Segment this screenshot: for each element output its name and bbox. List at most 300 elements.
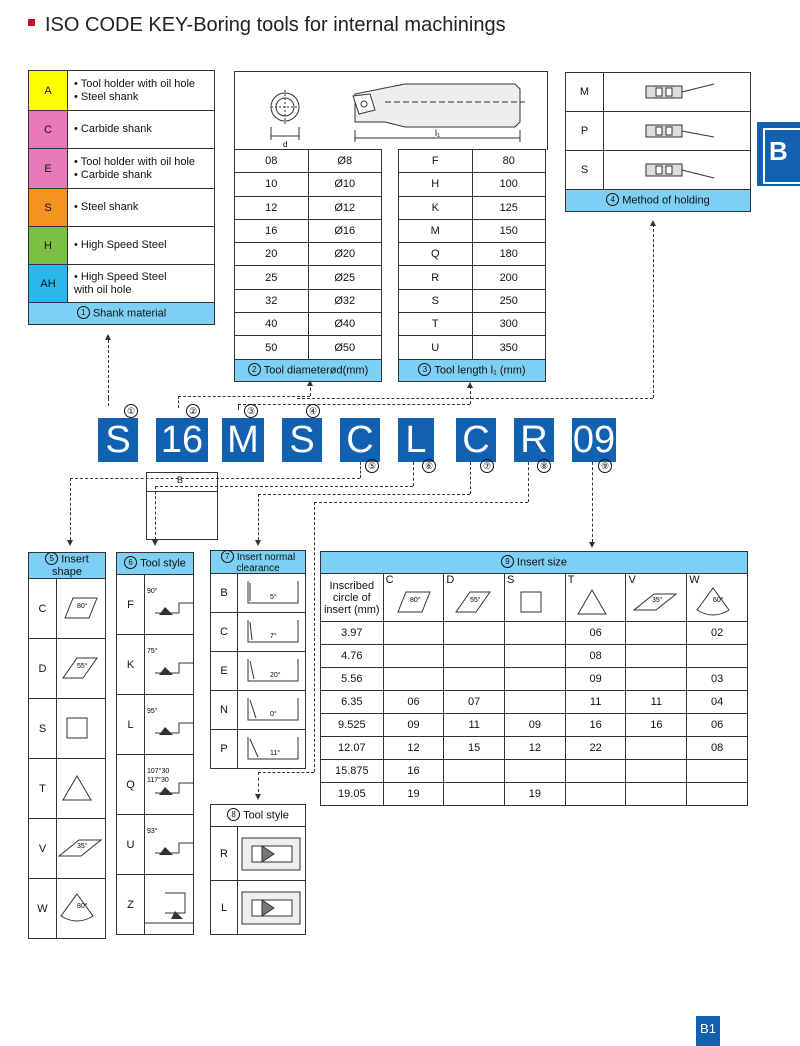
insert-size-code: 06 bbox=[687, 714, 748, 737]
tool-style-z-icon bbox=[145, 883, 193, 927]
insert-size-code: 19 bbox=[505, 783, 566, 806]
insert-size-code bbox=[565, 783, 626, 806]
page-number: B1 bbox=[696, 1016, 720, 1046]
shank-desc bbox=[68, 71, 215, 111]
insert-size-code: 12 bbox=[505, 737, 566, 760]
diameter-value: Ø32 bbox=[308, 289, 382, 312]
length-code: M bbox=[399, 219, 473, 242]
insert-size-code: 19 bbox=[383, 783, 444, 806]
code-index-1: ① bbox=[124, 404, 138, 418]
insert-size-code bbox=[626, 783, 687, 806]
insert-s-icon bbox=[57, 712, 105, 746]
shank-desc bbox=[68, 265, 215, 303]
hand-style-figure bbox=[238, 827, 306, 881]
shank-row bbox=[29, 265, 215, 303]
insert-size-code bbox=[383, 645, 444, 668]
length-code: F bbox=[399, 150, 473, 173]
length-row bbox=[399, 266, 546, 289]
shank-desc-line: with oil hole bbox=[74, 283, 132, 296]
tool-style-k-icon bbox=[145, 643, 193, 687]
insert-size-table bbox=[320, 551, 748, 806]
hand-style-row bbox=[211, 881, 306, 935]
length-row bbox=[399, 173, 546, 196]
diameter-row bbox=[235, 173, 382, 196]
svg-text:11°: 11° bbox=[270, 750, 281, 757]
inscribed-circle-value: 12.07 bbox=[321, 737, 384, 760]
diameter-dim-label: d bbox=[283, 140, 288, 149]
length-value: 80 bbox=[472, 150, 546, 173]
tool-style-code: F bbox=[117, 575, 145, 635]
insert-size-code bbox=[626, 737, 687, 760]
insert-size-code bbox=[444, 760, 505, 783]
insert-shape-code: W bbox=[29, 879, 57, 939]
shank-desc-line: • Tool holder with oil hole bbox=[74, 77, 196, 90]
shank-desc bbox=[68, 189, 215, 227]
insert-shape-row bbox=[29, 879, 106, 939]
index-6-icon: 6 bbox=[124, 556, 137, 569]
shank-desc bbox=[68, 149, 215, 189]
code-index-6: ⑥ bbox=[422, 459, 436, 473]
length-caption-row bbox=[399, 359, 546, 381]
insert-size-code: 12 bbox=[383, 737, 444, 760]
code-index-3: ③ bbox=[244, 404, 258, 418]
insert-size-code bbox=[444, 668, 505, 691]
tool-style-figure bbox=[145, 815, 194, 875]
inscribed-circle-value: 6.35 bbox=[321, 691, 384, 714]
insert-shape-row bbox=[29, 699, 106, 759]
tool-style-figure bbox=[145, 695, 194, 755]
holding-row bbox=[566, 151, 751, 190]
length-value: 180 bbox=[472, 243, 546, 266]
hand-style-header-row bbox=[211, 805, 306, 827]
clearance-header-row bbox=[211, 551, 306, 574]
insert-d-icon bbox=[57, 652, 105, 686]
svg-text:7°: 7° bbox=[270, 633, 277, 640]
shank-code: A bbox=[29, 71, 68, 111]
tool-diagram bbox=[234, 71, 548, 150]
tool-style-code: U bbox=[117, 815, 145, 875]
shank-row bbox=[29, 71, 215, 111]
length-code: U bbox=[399, 336, 473, 359]
hand-style-caption: 8 Tool style bbox=[211, 805, 306, 827]
insert-size-row bbox=[321, 714, 748, 737]
insert-size-col-header bbox=[505, 574, 566, 622]
svg-text:5°: 5° bbox=[270, 594, 277, 601]
hand-l-icon bbox=[238, 884, 305, 932]
tool-style-code: Z bbox=[117, 875, 145, 935]
inscribed-circle-value: 9.525 bbox=[321, 714, 384, 737]
clearance-figure bbox=[238, 691, 306, 730]
diameter-value: Ø12 bbox=[308, 196, 382, 219]
b-dimension-box bbox=[146, 472, 218, 540]
length-code: Q bbox=[399, 243, 473, 266]
insert-size-row bbox=[321, 760, 748, 783]
insert-size-code bbox=[444, 622, 505, 645]
shank-desc-line: • Steel shank bbox=[74, 201, 139, 213]
insert-size-code: 07 bbox=[444, 691, 505, 714]
insert-shape-figure bbox=[57, 579, 106, 639]
diameter-code: 50 bbox=[235, 336, 309, 359]
length-row bbox=[399, 289, 546, 312]
svg-text:35°: 35° bbox=[652, 597, 664, 604]
length-value: 350 bbox=[472, 336, 546, 359]
insert-size-row bbox=[321, 691, 748, 714]
insert-size-code bbox=[505, 760, 566, 783]
diameter-row bbox=[235, 219, 382, 242]
insert-size-row bbox=[321, 783, 748, 806]
insert-size-row bbox=[321, 668, 748, 691]
insert-size-col-code: W bbox=[689, 574, 700, 586]
tool-style-row bbox=[117, 695, 194, 755]
length-code: T bbox=[399, 313, 473, 336]
holding-method-table bbox=[565, 72, 751, 212]
diameter-code: 12 bbox=[235, 196, 309, 219]
svg-text:107°30: 107°30 bbox=[147, 767, 170, 775]
length-value: 100 bbox=[472, 173, 546, 196]
insert-size-code: 09 bbox=[505, 714, 566, 737]
svg-text:60°: 60° bbox=[713, 597, 724, 604]
clearance-figure bbox=[238, 613, 306, 652]
length-row bbox=[399, 313, 546, 336]
insert-size-code: 16 bbox=[565, 714, 626, 737]
svg-text:117°30: 117°30 bbox=[147, 776, 169, 784]
insert-t-icon bbox=[572, 586, 626, 618]
insert-c-icon bbox=[390, 586, 444, 618]
shank-row bbox=[29, 189, 215, 227]
length-row bbox=[399, 150, 546, 173]
diameter-row bbox=[235, 313, 382, 336]
insert-size-code: 08 bbox=[687, 737, 748, 760]
hand-r-icon bbox=[238, 830, 305, 878]
code-char-shank: S bbox=[98, 418, 138, 462]
insert-size-col-header bbox=[565, 574, 626, 622]
diameter-row bbox=[235, 196, 382, 219]
tool-style-row bbox=[117, 815, 194, 875]
insert-size-code bbox=[444, 645, 505, 668]
shank-desc-line: • Steel shank bbox=[74, 90, 139, 103]
holding-figure bbox=[604, 151, 751, 190]
insert-v-icon bbox=[632, 586, 686, 618]
code-char-diameter: 16 bbox=[156, 418, 208, 462]
clearance-row bbox=[211, 574, 306, 613]
length-row bbox=[399, 243, 546, 266]
diameter-code: 32 bbox=[235, 289, 309, 312]
insert-shape-figure bbox=[57, 759, 106, 819]
insert-size-code bbox=[687, 760, 748, 783]
insert-size-col-code: S bbox=[507, 574, 515, 586]
insert-size-code bbox=[383, 622, 444, 645]
clearance-row bbox=[211, 652, 306, 691]
clearance-angle-icon bbox=[238, 733, 305, 765]
insert-c-icon bbox=[57, 592, 105, 626]
insert-size-code bbox=[505, 622, 566, 645]
diameter-value: Ø10 bbox=[308, 173, 382, 196]
clearance-angle-icon bbox=[238, 655, 305, 687]
insert-size-code: 08 bbox=[565, 645, 626, 668]
insert-size-code bbox=[626, 622, 687, 645]
inscribed-circle-value: 3.97 bbox=[321, 622, 384, 645]
holding-code: M bbox=[566, 73, 604, 112]
insert-size-code bbox=[626, 668, 687, 691]
clamp-icon bbox=[604, 152, 750, 188]
insert-shape-figure bbox=[57, 639, 106, 699]
insert-size-code: 04 bbox=[687, 691, 748, 714]
diameter-code: 16 bbox=[235, 219, 309, 242]
insert-size-col-header bbox=[444, 574, 505, 622]
tool-length-table bbox=[398, 149, 546, 382]
length-value: 300 bbox=[472, 313, 546, 336]
svg-text:75°: 75° bbox=[147, 647, 158, 655]
clearance-figure bbox=[238, 730, 306, 769]
insert-shape-table bbox=[28, 552, 106, 939]
shank-code: E bbox=[29, 149, 68, 189]
index-7-icon: 7 bbox=[221, 550, 234, 563]
shank-desc-line: • High Speed Steel bbox=[74, 270, 167, 283]
code-char-length: M bbox=[222, 418, 264, 462]
insert-size-col-code: D bbox=[446, 574, 455, 586]
insert-size-code bbox=[505, 668, 566, 691]
clearance-figure bbox=[238, 652, 306, 691]
clearance-angle-icon bbox=[238, 577, 305, 609]
index-1-icon: 1 bbox=[77, 306, 90, 319]
boring-bar-diagram bbox=[235, 72, 547, 150]
length-row bbox=[399, 336, 546, 359]
tool-style-code: L bbox=[117, 695, 145, 755]
diameter-row bbox=[235, 289, 382, 312]
diameter-caption-row bbox=[235, 359, 382, 381]
length-code: H bbox=[399, 173, 473, 196]
tool-style-u-icon bbox=[145, 823, 193, 867]
holding-figure bbox=[604, 73, 751, 112]
svg-text:35°: 35° bbox=[77, 842, 88, 850]
length-caption: 3 Tool length l₁ (mm) bbox=[399, 359, 546, 381]
index-4-icon: 4 bbox=[606, 193, 619, 206]
clearance-angle-icon bbox=[238, 616, 305, 648]
tool-style-row bbox=[117, 635, 194, 695]
shank-desc-line: • Carbide shank bbox=[74, 123, 152, 135]
insert-size-header-row bbox=[321, 552, 748, 574]
code-char-holding: S bbox=[282, 418, 322, 462]
code-char-size: 09 bbox=[572, 419, 616, 461]
insert-size-code: 09 bbox=[565, 668, 626, 691]
insert-shape-figure bbox=[57, 699, 106, 759]
diameter-value: Ø25 bbox=[308, 266, 382, 289]
length-row bbox=[399, 219, 546, 242]
tool-style-table bbox=[116, 552, 194, 935]
diameter-code: 25 bbox=[235, 266, 309, 289]
clearance-row bbox=[211, 613, 306, 652]
hand-style-code: R bbox=[211, 827, 238, 881]
insert-size-code bbox=[565, 760, 626, 783]
diameter-caption: 2 Tool diameterød(mm) bbox=[235, 359, 382, 381]
code-char-style: L bbox=[398, 418, 434, 462]
diameter-value: Ø8 bbox=[308, 150, 382, 173]
diameter-code: 20 bbox=[235, 243, 309, 266]
code-index-9: ⑨ bbox=[598, 459, 612, 473]
hand-style-row bbox=[211, 827, 306, 881]
diameter-value: Ø50 bbox=[308, 336, 382, 359]
insert-size-code bbox=[626, 645, 687, 668]
length-dim-label: l₁ bbox=[435, 128, 441, 138]
clearance-caption: 7 Insert normal clearance bbox=[211, 551, 306, 574]
shank-desc bbox=[68, 111, 215, 149]
code-index-5: ⑤ bbox=[365, 459, 379, 473]
clamp-icon bbox=[604, 74, 750, 110]
tool-style-caption: 6 Tool style bbox=[117, 553, 194, 575]
clearance-code: N bbox=[211, 691, 238, 730]
code-index-2: ② bbox=[186, 404, 200, 418]
insert-d-icon bbox=[450, 586, 504, 618]
insert-size-code: 11 bbox=[444, 714, 505, 737]
tool-diameter-table bbox=[234, 149, 382, 382]
insert-size-col-code: V bbox=[628, 574, 636, 586]
svg-text:90°: 90° bbox=[147, 587, 158, 595]
tool-style-l-icon bbox=[145, 703, 193, 747]
tool-style-figure bbox=[145, 635, 194, 695]
svg-text:80°: 80° bbox=[77, 602, 88, 610]
insert-size-code: 22 bbox=[565, 737, 626, 760]
code-index-8: ⑧ bbox=[537, 459, 551, 473]
insert-size-row bbox=[321, 622, 748, 645]
inscribed-circle-header: Inscribed circle of insert (mm) bbox=[321, 574, 384, 622]
shank-code: AH bbox=[29, 265, 68, 303]
bullet-square-icon bbox=[28, 19, 35, 26]
holding-code: S bbox=[566, 151, 604, 190]
inscribed-circle-value: 15.875 bbox=[321, 760, 384, 783]
clearance-code: B bbox=[211, 574, 238, 613]
length-row bbox=[399, 196, 546, 219]
svg-text:80°: 80° bbox=[409, 597, 421, 604]
insert-shape-code: C bbox=[29, 579, 57, 639]
insert-size-col-header bbox=[383, 574, 444, 622]
inscribed-circle-value: 19.05 bbox=[321, 783, 384, 806]
index-9-icon: 9 bbox=[501, 555, 514, 568]
shank-desc-line: • Tool holder with oil hole bbox=[74, 155, 196, 168]
insert-shape-code: S bbox=[29, 699, 57, 759]
holding-row bbox=[566, 73, 751, 112]
clearance-figure bbox=[238, 574, 306, 613]
insert-shape-row bbox=[29, 639, 106, 699]
insert-size-col-header bbox=[626, 574, 687, 622]
insert-v-icon bbox=[57, 832, 105, 866]
clearance-code: P bbox=[211, 730, 238, 769]
length-value: 150 bbox=[472, 219, 546, 242]
index-5-icon: 5 bbox=[45, 552, 58, 565]
shank-row bbox=[29, 227, 215, 265]
insert-shape-row bbox=[29, 819, 106, 879]
length-code: R bbox=[399, 266, 473, 289]
clearance-row bbox=[211, 691, 306, 730]
insert-shape-row bbox=[29, 579, 106, 639]
insert-shape-code: T bbox=[29, 759, 57, 819]
clearance-code: C bbox=[211, 613, 238, 652]
diameter-code: 10 bbox=[235, 173, 309, 196]
code-index-4: ④ bbox=[306, 404, 320, 418]
tool-style-q-icon bbox=[145, 763, 193, 807]
svg-text:20°: 20° bbox=[270, 672, 281, 679]
shank-desc-line: • Carbide shank bbox=[74, 168, 152, 181]
length-value: 125 bbox=[472, 196, 546, 219]
clearance-angle-icon bbox=[238, 694, 305, 726]
diameter-value: Ø40 bbox=[308, 313, 382, 336]
page-title: ISO CODE KEY-Boring tools for internal machinings bbox=[28, 14, 506, 37]
insert-shape-figure bbox=[57, 819, 106, 879]
diameter-code: 08 bbox=[235, 150, 309, 173]
shank-material-table bbox=[28, 70, 215, 325]
insert-size-row bbox=[321, 737, 748, 760]
insert-size-code bbox=[505, 691, 566, 714]
diameter-value: Ø20 bbox=[308, 243, 382, 266]
insert-t-icon bbox=[57, 772, 105, 806]
index-8-icon: 8 bbox=[227, 808, 240, 821]
clearance-code: E bbox=[211, 652, 238, 691]
index-3-icon: 3 bbox=[418, 363, 431, 376]
tool-style-figure bbox=[145, 875, 194, 935]
b-dimension-label: B bbox=[177, 475, 184, 485]
svg-text:0°: 0° bbox=[270, 711, 277, 718]
insert-size-code: 11 bbox=[565, 691, 626, 714]
section-tab[interactable] bbox=[757, 122, 800, 186]
code-char-hand: R bbox=[514, 418, 554, 462]
length-code: K bbox=[399, 196, 473, 219]
diameter-row bbox=[235, 336, 382, 359]
diameter-code: 40 bbox=[235, 313, 309, 336]
insert-size-code: 06 bbox=[565, 622, 626, 645]
tool-style-f-icon bbox=[145, 583, 193, 627]
tool-style-figure bbox=[145, 755, 194, 815]
insert-size-code bbox=[383, 668, 444, 691]
code-index-7: ⑦ bbox=[480, 459, 494, 473]
shank-desc-line: • High Speed Steel bbox=[74, 239, 167, 251]
insert-shape-caption: 5 Insert shape bbox=[29, 553, 106, 579]
insert-size-code: 09 bbox=[383, 714, 444, 737]
insert-size-code: 15 bbox=[444, 737, 505, 760]
shank-code: H bbox=[29, 227, 68, 265]
insert-size-code bbox=[505, 645, 566, 668]
tool-style-row bbox=[117, 875, 194, 935]
holding-caption: 4 Method of holding bbox=[566, 190, 751, 212]
insert-size-code: 11 bbox=[626, 691, 687, 714]
length-value: 250 bbox=[472, 289, 546, 312]
insert-w-icon bbox=[57, 892, 105, 926]
shank-caption: 1 Shank material bbox=[29, 303, 215, 325]
insert-size-code: 06 bbox=[383, 691, 444, 714]
tool-style-row bbox=[117, 755, 194, 815]
hand-style-figure bbox=[238, 881, 306, 935]
insert-size-row bbox=[321, 645, 748, 668]
insert-size-code: 03 bbox=[687, 668, 748, 691]
diameter-row bbox=[235, 150, 382, 173]
clamp-icon bbox=[604, 113, 750, 149]
inscribed-circle-value: 4.76 bbox=[321, 645, 384, 668]
holding-figure bbox=[604, 112, 751, 151]
insert-size-code: 02 bbox=[687, 622, 748, 645]
insert-size-col-headers bbox=[321, 574, 748, 622]
insert-size-col-code: T bbox=[567, 574, 575, 586]
svg-text:95°: 95° bbox=[147, 707, 158, 715]
diameter-row bbox=[235, 266, 382, 289]
diameter-row bbox=[235, 243, 382, 266]
svg-text:93°: 93° bbox=[147, 827, 158, 835]
insert-size-col-header bbox=[687, 574, 748, 622]
index-2-icon: 2 bbox=[248, 363, 261, 376]
shank-code: C bbox=[29, 111, 68, 149]
insert-shape-header-row bbox=[29, 553, 106, 579]
length-code: S bbox=[399, 289, 473, 312]
insert-size-code: 16 bbox=[626, 714, 687, 737]
insert-size-code bbox=[444, 783, 505, 806]
tool-style-row bbox=[117, 575, 194, 635]
